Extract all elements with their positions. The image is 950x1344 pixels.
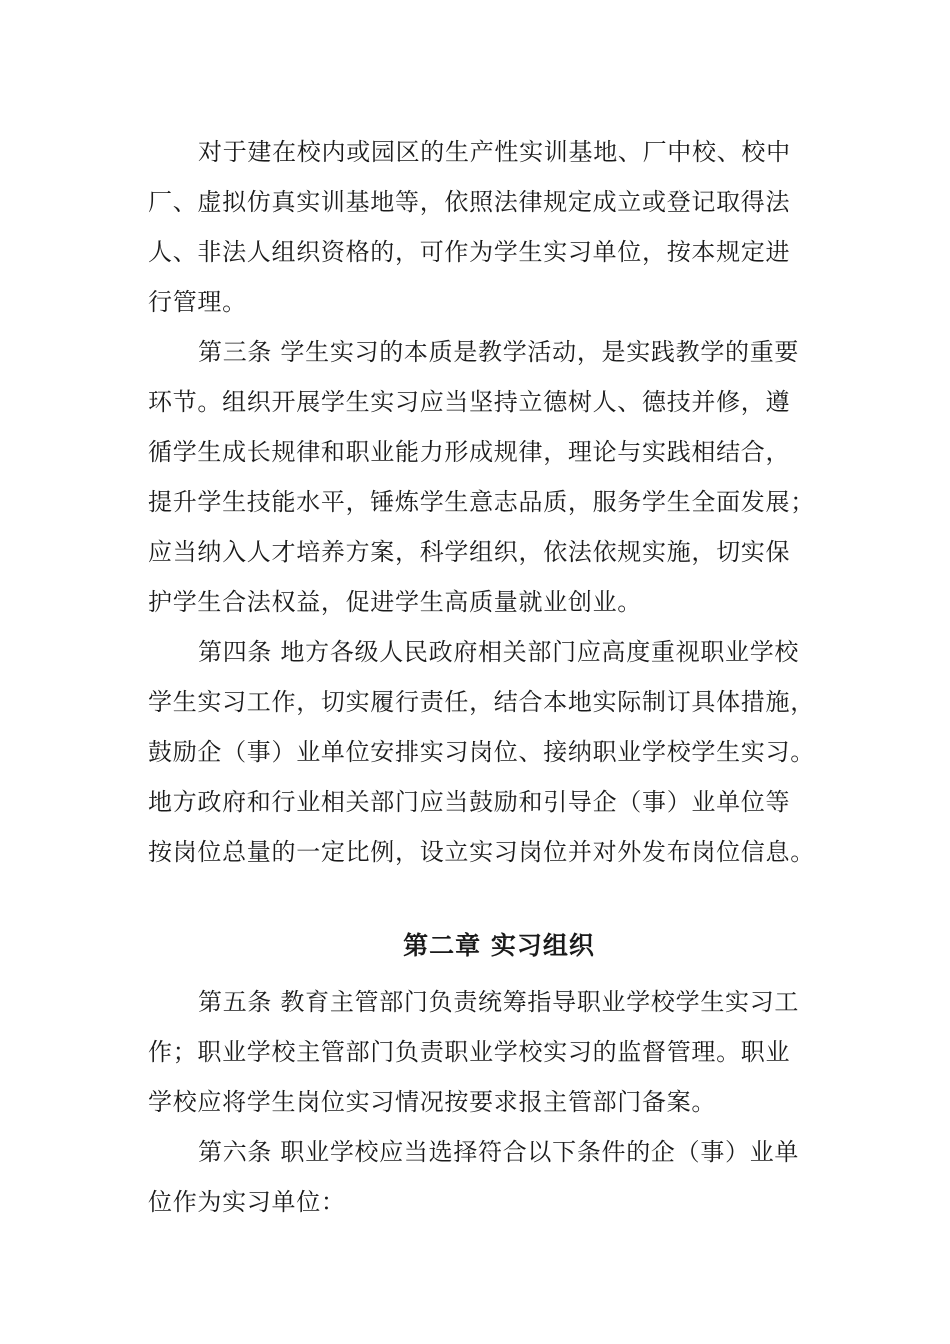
article-5-line: 第五条 教育主管部门负责统筹指导职业学校学生实习工 (198, 988, 800, 1016)
chapter-heading: 第二章 实习组织 (403, 931, 595, 960)
paragraph-line: 作；职业学校主管部门负责职业学校实习的监督管理。职业 (148, 1038, 791, 1066)
paragraph-line: 提升学生技能水平，锤炼学生意志品质，服务学生全面发展； (148, 488, 815, 516)
paragraph-line: 应当纳入人才培养方案，科学组织，依法依规实施，切实保 (148, 538, 791, 566)
paragraph-line: 对于建在校内或园区的生产性实训基地、厂中校、校中 (198, 138, 791, 166)
paragraph-line: 地方政府和行业相关部门应当鼓励和引导企（事）业单位等 (148, 788, 791, 816)
paragraph-line: 人、非法人组织资格的，可作为学生实习单位，按本规定进 (148, 238, 791, 266)
article-3-line: 第三条 学生实习的本质是教学活动，是实践教学的重要 (198, 338, 800, 366)
paragraph-line: 学生实习工作，切实履行责任，结合本地实际制订具体措施， (148, 688, 815, 716)
paragraph-line: 环节。组织开展学生实习应当坚持立德树人、德技并修，遵 (148, 388, 791, 416)
paragraph-line: 位作为实习单位： (148, 1188, 346, 1216)
paragraph-line: 按岗位总量的一定比例，设立实习岗位并对外发布岗位信息。 (148, 838, 815, 866)
paragraph-line: 护学生合法权益，促进学生高质量就业创业。 (148, 588, 642, 616)
article-4-line: 第四条 地方各级人民政府相关部门应高度重视职业学校 (198, 638, 800, 666)
paragraph-line: 行管理。 (148, 288, 247, 316)
paragraph-line: 厂、虚拟仿真实训基地等，依照法律规定成立或登记取得法 (148, 188, 791, 216)
article-6-line: 第六条 职业学校应当选择符合以下条件的企（事）业单 (198, 1138, 800, 1166)
paragraph-line: 循学生成长规律和职业能力形成规律，理论与实践相结合， (148, 438, 791, 466)
paragraph-line: 学校应将学生岗位实习情况按要求报主管部门备案。 (148, 1088, 717, 1116)
paragraph-line: 鼓励企（事）业单位安排实习岗位、接纳职业学校学生实习。 (148, 738, 815, 766)
